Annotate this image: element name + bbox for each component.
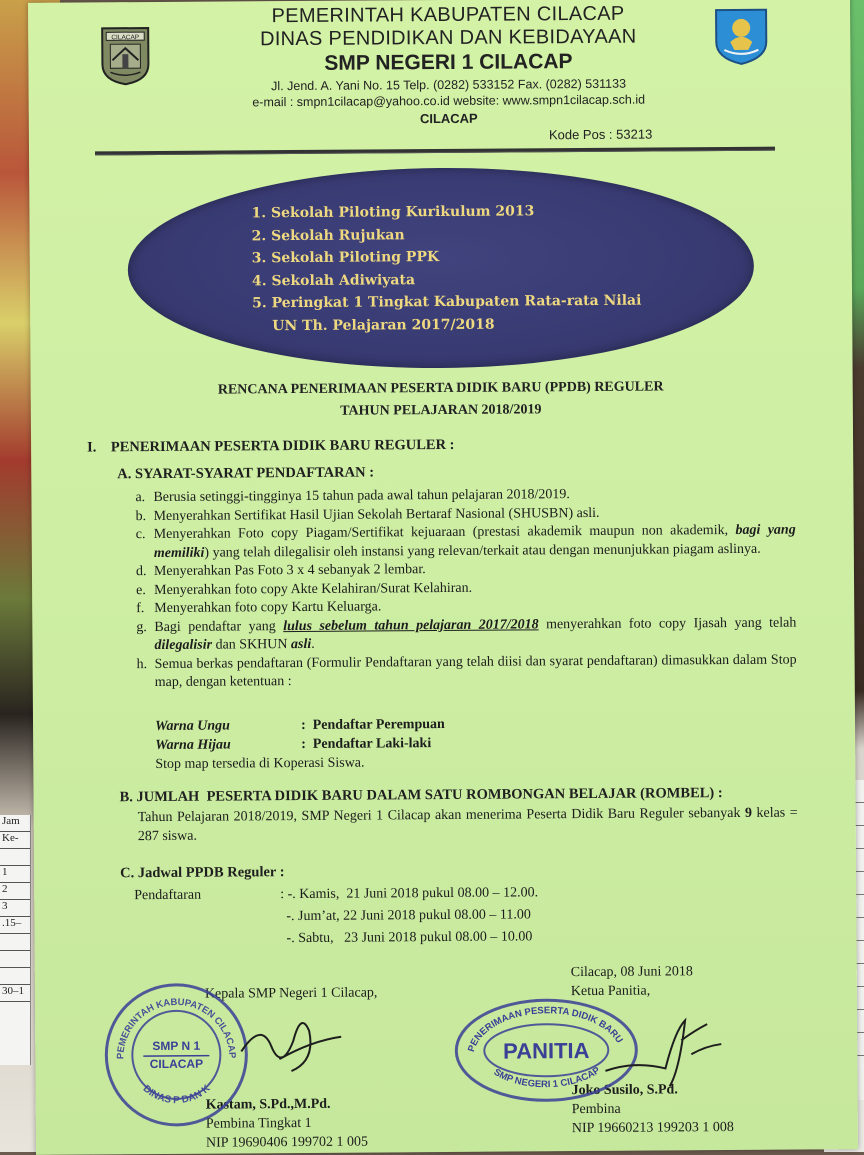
- document-paper: [28, 0, 858, 1155]
- stopmap-colors: [155, 715, 445, 774]
- signer-role: Kepala SMP Negeri 1 Cilacap,: [205, 983, 378, 1003]
- tut-wuri-handayani-logo-icon: [710, 4, 772, 66]
- letterhead-school-name: SMP NEGERI 1 CILACAP: [188, 48, 708, 77]
- list-item: c. Menyerahkan Foto copy Piagam/Sertifikat kejuaraan (prestasi akademik maupun non akademik, bagi yang memiliki) yang telah dilegalisir oleh instansi yang relevan/terkait atau dengan menunjukkan piagam aslinya.: [136, 522, 796, 564]
- achievement-item: 5. Peringkat 1 Tingkat Kabupaten Rata-rata Nilai: [252, 289, 672, 314]
- letterhead-city: CILACAP: [189, 108, 709, 130]
- side-sheet-cell: 3: [0, 900, 30, 917]
- list-item: e. Menyerahkan foto copy Akte Kelahiran/Surat Kelahiran.: [136, 577, 796, 600]
- letterhead-address: Jl. Jend. A. Yani No. 15 Telp. (0282) 533152 Fax. (0282) 531133: [189, 75, 709, 95]
- achievement-item: 4. Sekolah Adiwiyata: [252, 267, 672, 292]
- letterhead-department: DINAS PENDIDIKAN DAN KEBIDAYAAN: [188, 25, 708, 52]
- side-sheet-cell: 1: [0, 866, 30, 883]
- postal-code: Kode Pos : 53213: [549, 127, 652, 143]
- letterhead-contact: e-mail : smpn1cilacap@yahoo.co.id website: www.smpn1cilacap.sch.id: [189, 91, 709, 111]
- schedule-row: -. Sabtu, 23 Juni 2018 pukul 08.00 – 10.00: [134, 926, 538, 951]
- schedule-row: -. Jum’at, 22 Juni 2018 pukul 08.00 – 11.00: [134, 904, 538, 929]
- list-item: b. Menyerahkan Sertifikat Hasil Ujian Sekolah Bertaraf Nasional (SHUSBN) asli.: [136, 503, 796, 526]
- list-item: f. Menyerahkan foto copy Kartu Keluarga.: [136, 596, 796, 619]
- regency-emblem-icon: [98, 24, 152, 86]
- subsection-heading: B. JUMLAH PESERTA DIDIK BARU DALAM SATU ROMBONGAN BELAJAR (ROMBEL) :: [119, 784, 722, 807]
- side-sheet-cell: Ke-: [0, 832, 30, 849]
- stamp-center-line: SMP N 1: [152, 1039, 200, 1053]
- color-row: Warna Hijau : Pendaftar Laki-laki: [155, 734, 445, 755]
- stamp-ring-top: PEMERINTAH KABUPATEN CILACAP: [115, 996, 238, 1060]
- signer-rank: Pembina: [572, 1098, 812, 1119]
- document-title-line: RENCANA PENERIMAAN PESERTA DIDIK BARU (PPDB) REGULER: [131, 376, 751, 402]
- stamp-ring-bottom: DINAS P DAN K: [141, 1082, 213, 1106]
- document-title-line: TAHUN PELAJARAN 2018/2019: [131, 398, 751, 424]
- letterhead: [188, 2, 709, 130]
- svg-text:DINAS P DAN K: [141, 1082, 213, 1106]
- achievement-item: 1. Sekolah Piloting Kurikulum 2013: [251, 199, 671, 224]
- subsection-heading: A. SYARAT-SYARAT PENDAFTARAN :: [117, 463, 374, 484]
- section-heading: I. PENERIMAAN PESERTA DIDIK BARU REGULER :: [87, 436, 455, 458]
- stamp-ring-top: PENERIMAAN PESERTA DIDIK BARU: [466, 1005, 625, 1054]
- requirements-list: [135, 485, 796, 693]
- sign-place-date: Cilacap, 08 Juni 2018: [571, 961, 811, 982]
- side-paper-sheet: [0, 815, 31, 1065]
- list-item: d. Menyerahkan Pas Foto 3 x 4 sebanyak 2 lembar.: [136, 559, 796, 582]
- rombel-info: Tahun Pelajaran 2018/2019, SMP Negeri 1 Cilacap akan menerima Peserta Didik Baru Reguler sebanyak 9 kelas = 287 siswa.: [138, 804, 798, 847]
- svg-text:SMP NEGERI 1 CILACAP: [492, 1065, 603, 1091]
- side-sheet-cell: [0, 951, 30, 968]
- schedule: [134, 882, 538, 951]
- stamp-center-line: PANITIA: [503, 1038, 590, 1064]
- list-item: a. Berusia setinggi-tingginya 15 tahun pada awal tahun pelajaran 2018/2019.: [135, 485, 795, 508]
- signer-nip: NIP 19660213 199203 1 008: [572, 1117, 812, 1138]
- side-sheet-cell: [0, 934, 30, 951]
- list-item: h. Semua berkas pendaftaran (Formulir Pendaftaran yang telah diisi dan syarat pendaftaran) dimasukkan dalam Stop map, dengan ketentuan :: [137, 651, 797, 693]
- color-row: Warna Ungu : Pendaftar Perempuan: [155, 715, 445, 736]
- side-sheet-cell: 2: [0, 883, 30, 900]
- signer-role: Ketua Panitia,: [571, 980, 811, 1001]
- signer-nip: NIP 19690406 199702 1 005: [206, 1132, 466, 1153]
- subsection-heading: C. Jadwal PPDB Reguler :: [120, 863, 285, 883]
- signer-rank: Pembina Tingkat 1: [206, 1113, 466, 1134]
- document-title: [131, 376, 751, 424]
- letterhead-government: PEMERINTAH KABUPATEN CILACAP: [188, 2, 708, 29]
- signer-name: Kastam, S.Pd.,M.Pd.: [206, 1094, 466, 1115]
- list-item: g. Bagi pendaftar yang lulus sebelum tahun pelajaran 2017/2018 menyerahkan foto copy Ijasah yang telah dilegalisir dan SKHUN asli.: [136, 614, 796, 656]
- side-sheet-cell: 30–1: [0, 985, 30, 1002]
- side-sheet-cell: [0, 968, 30, 985]
- schedule-row: Pendaftaran : -. Kamis, 21 Juni 2018 pukul 08.00 – 12.00.: [134, 882, 538, 907]
- achievement-item: 2. Sekolah Rujukan: [252, 222, 672, 247]
- stamp-center-line: CILACAP: [150, 1057, 203, 1071]
- emblem-label: CILACAP: [111, 34, 139, 41]
- principal-signature-icon: [231, 1001, 352, 1092]
- achievement-item: UN Th. Pelajaran 2017/2018: [252, 312, 672, 337]
- side-sheet-cell: Jam: [0, 815, 30, 832]
- school-stamp-icon: [101, 979, 252, 1130]
- stopmap-note: Stop map tersedia di Koperasi Siswa.: [155, 753, 445, 774]
- achievement-list: [251, 199, 672, 337]
- signer-name: Joko Susilo, S.Pd.: [572, 1079, 812, 1100]
- committee-signature-icon: [595, 1010, 726, 1101]
- achievement-item: 3. Sekolah Piloting PPK: [252, 244, 672, 269]
- letterhead-divider: [95, 147, 775, 156]
- stamp-ring-bottom: SMP NEGERI 1 CILACAP: [492, 1065, 603, 1091]
- side-sheet-cell: .15–: [0, 917, 30, 934]
- side-sheet-cell: [0, 849, 30, 866]
